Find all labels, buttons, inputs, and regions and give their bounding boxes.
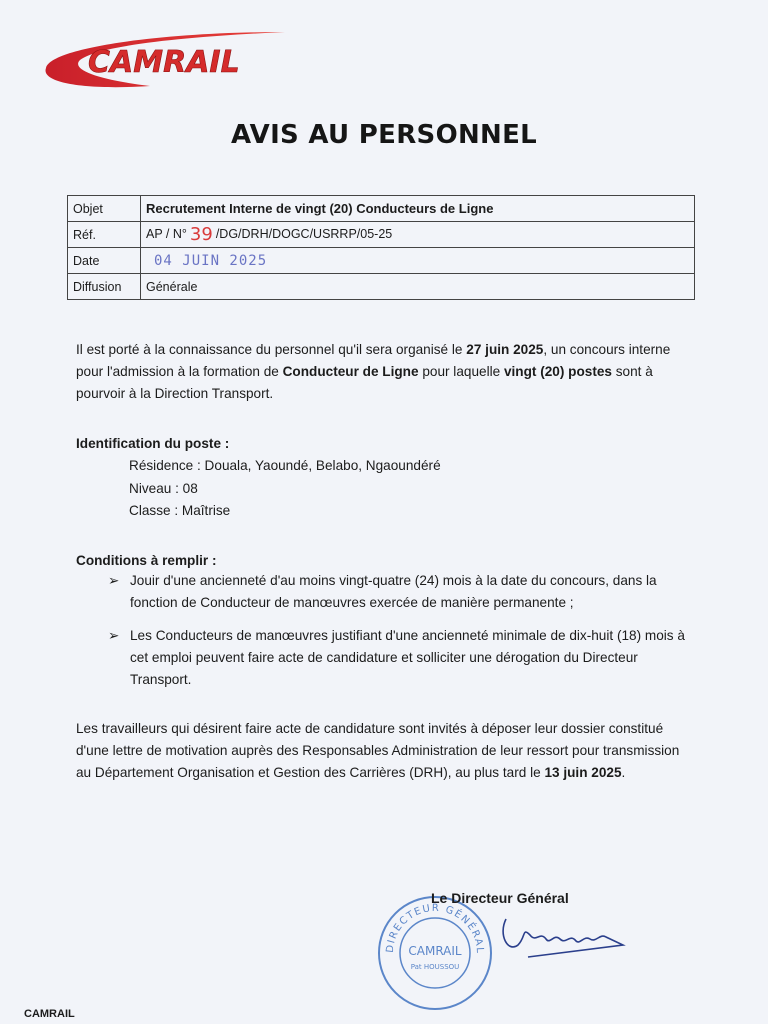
condition-text-2: Les Conducteurs de manœuvres justifiant d'une ancienneté minimale de dix-huit (18) mois à cet emploi peuvent faire acte de candidature et solliciter une dérogation du Directeur Transport.	[130, 628, 685, 687]
arrow-bullet-icon: ➢	[108, 573, 120, 588]
condition-text-1: Jouir d'une ancienneté d'au moins vingt-quatre (24) mois à la date du concours, dans la fonction de Conducteur de manœuvres exercée de manière permanente ;	[130, 573, 657, 610]
official-stamp	[375, 893, 495, 1013]
date-stamp: 04 JUIN 2025	[154, 252, 268, 269]
intro-paragraph: Il est porté à la connaissance du personnel qu'il sera organisé le 27 juin 2025, un concours interne pour l'admission à la formation de Conducteur de Ligne pour laquelle vingt (20) postes sont à pourvoir à la Direction Transport.	[76, 342, 671, 401]
svg-text:Pat HOUSSOU: Pat HOUSSOU	[410, 963, 460, 971]
residence-line: Résidence : Douala, Yaoundé, Belabo, Ngaoundéré	[129, 458, 441, 473]
objet-value: Recrutement Interne de vingt (20) Conducteurs de Ligne	[141, 196, 695, 222]
diffusion-label: Diffusion	[68, 274, 141, 300]
closing-paragraph: Les travailleurs qui désirent faire acte de candidature sont invités à déposer leur dossier constitué d'une lettre de motivation auprès des Responsables Administration de leur ressort pour transmission au Département Organisation et Gestion des Carrières (DRH), au plus tard le 13 juin 2025.	[76, 721, 680, 780]
ref-prefix: AP / N°	[146, 227, 187, 241]
table-row	[68, 196, 695, 222]
date-label: Date	[68, 248, 141, 274]
ref-label: Réf.	[68, 222, 141, 248]
table-row	[68, 248, 695, 274]
page-title: AVIS AU PERSONNEL	[230, 120, 538, 150]
info-table	[67, 195, 695, 300]
footer-company: CAMRAIL	[24, 1008, 75, 1020]
handwritten-signature	[488, 905, 638, 965]
signatory-title: Le Directeur Général	[431, 890, 569, 906]
camrail-logo	[40, 28, 290, 94]
list-item	[108, 625, 694, 691]
date-value	[141, 248, 695, 274]
table-row	[68, 222, 695, 248]
ref-value	[141, 222, 695, 248]
objet-label: Objet	[68, 196, 141, 222]
ref-number: 39	[189, 224, 213, 245]
svg-text:CAMRAIL: CAMRAIL	[88, 45, 240, 80]
list-item	[108, 570, 694, 614]
classe-line: Classe : Maîtrise	[129, 503, 231, 518]
svg-text:CAMRAIL: CAMRAIL	[408, 944, 462, 958]
arrow-bullet-icon: ➢	[108, 628, 120, 643]
diffusion-value: Générale	[141, 274, 695, 300]
table-row	[68, 274, 695, 300]
identification-heading: Identification du poste :	[76, 436, 230, 451]
ref-suffix: /DG/DRH/DOGC/USRRP/05-25	[215, 227, 393, 241]
niveau-line: Niveau : 08	[129, 481, 198, 496]
svg-text:DIRECTEUR GÉNÉRAL: DIRECTEUR GÉNÉRAL	[384, 902, 486, 955]
conditions-heading: Conditions à remplir :	[76, 553, 217, 568]
